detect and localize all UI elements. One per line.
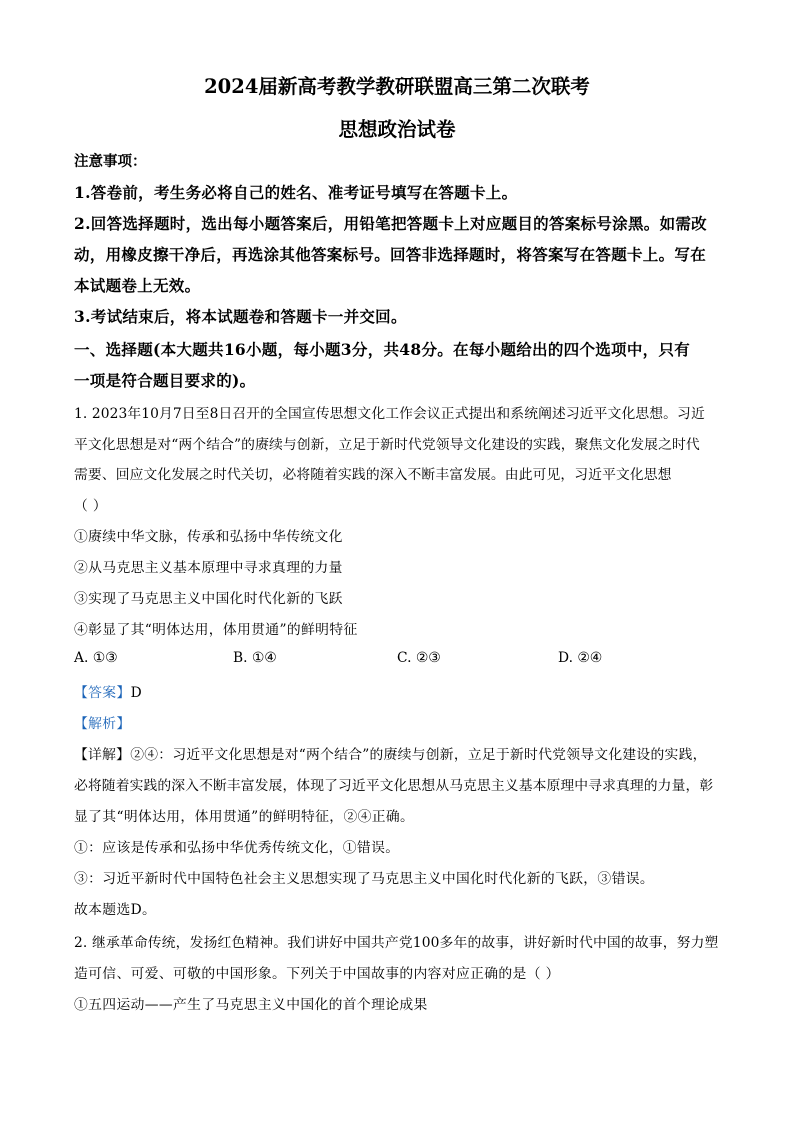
note-item-3: 3.考试结束后，将本试题卷和答题卡一并交回。 [74,307,407,326]
q1-answer [74,681,724,701]
q1-option-c: C. ②③ [397,650,441,666]
answer-value: D [130,685,143,701]
detail-label: 【详解】 [74,747,131,763]
q2-stem-line-2: 造可信、可爱、可敬的中国形象。下列关于中国故事的内容对应正确的是（ ） [74,966,560,982]
section-heading-line-1: 一、选择题(本大题共16小题，每小题3分，共48分。在每小题给出的四个选项中，只有 [74,340,691,359]
note-item-2-line-1: 2.回答选择题时，选出每小题答案后，用铅笔把答题卡上对应题目的答案标号涂黑。如需改 [74,214,707,233]
exam-title: 2024届新高考教学教研联盟高三第二次联考 [204,75,590,98]
note-item-2-line-3: 本试题卷上无效。 [74,276,201,295]
exam-subject: 思想政治试卷 [338,118,456,141]
q2-stem-line-1: 2. 继承革命传统，发扬红色精神。我们讲好中国共产党100多年的故事，讲好新时代中国的故事，努力塑 [74,935,719,951]
q1-detail-line-1 [74,743,724,763]
analysis-label: 【解析】 [74,716,131,732]
note-item-1: 1.答卷前，考生务必将自己的姓名、准考证号填写在答题卡上。 [74,183,518,202]
q1-stem-line-3: 需要、回应文化发展之时代关切，必将随着实践的深入不断丰富发展。由此可见，习近平文化思想 [74,467,672,483]
q1-stem-line-1: 1. 2023年10月7日至8日召开的全国宣传思想文化工作会议正式提出和系统阐述习近平文化思想。习近 [74,406,705,422]
section-heading-line-2: 一项是符合题目要求的)。 [74,371,256,390]
q1-detail-line-2: 必将随着实践的深入不断丰富发展，体现了习近平文化思想从马克思主义基本原理中寻求真理的力量，彰 [74,778,714,794]
q1-option-d: D. ②④ [558,650,603,666]
note-item-2-line-2: 动，用橡皮擦干净后，再选涂其他答案标号。回答非选择题时，将答案写在答题卡上。写在 [74,245,707,264]
q1-option-b: B. ①④ [233,650,277,666]
q2-item-1: ①五四运动——产生了马克思主义中国化的首个理论成果 [74,997,428,1013]
q1-item-3: ③实现了马克思主义中国化时代化新的飞跃 [74,591,343,607]
detail-text-1: ②④：习近平文化思想是对“两个结合”的赓续与创新，立足于新时代党领导文化建设的实践， [130,747,707,763]
q1-detail-line-5: ③：习近平新时代中国特色社会主义思想实现了马克思主义中国化时代化新的飞跃，③错误。 [74,871,655,887]
q1-item-1: ①赓续中华文脉，传承和弘扬中华传统文化 [74,529,343,545]
q1-detail-line-3: 显了其“明体达用，体用贯通”的鲜明特征，②④正确。 [74,809,415,825]
q1-conclusion: 故本题选D。 [74,902,157,918]
q1-option-a: A. ①③ [74,650,118,666]
answer-label: 【答案】 [74,685,131,701]
q1-item-4: ④彰显了其“明体达用，体用贯通”的鲜明特征 [74,622,358,638]
q1-detail-line-4: ①：应该是传承和弘扬中华优秀传统文化，①错误。 [74,840,400,856]
q1-item-2: ②从马克思主义基本原理中寻求真理的力量 [74,560,343,576]
q1-blank: （ ） [74,498,108,514]
notes-heading: 注意事项： [74,153,147,170]
q1-stem-line-2: 平文化思想是对“两个结合”的赓续与创新，立足于新时代党领导文化建设的实践，聚焦文化发展之时代 [74,437,700,453]
